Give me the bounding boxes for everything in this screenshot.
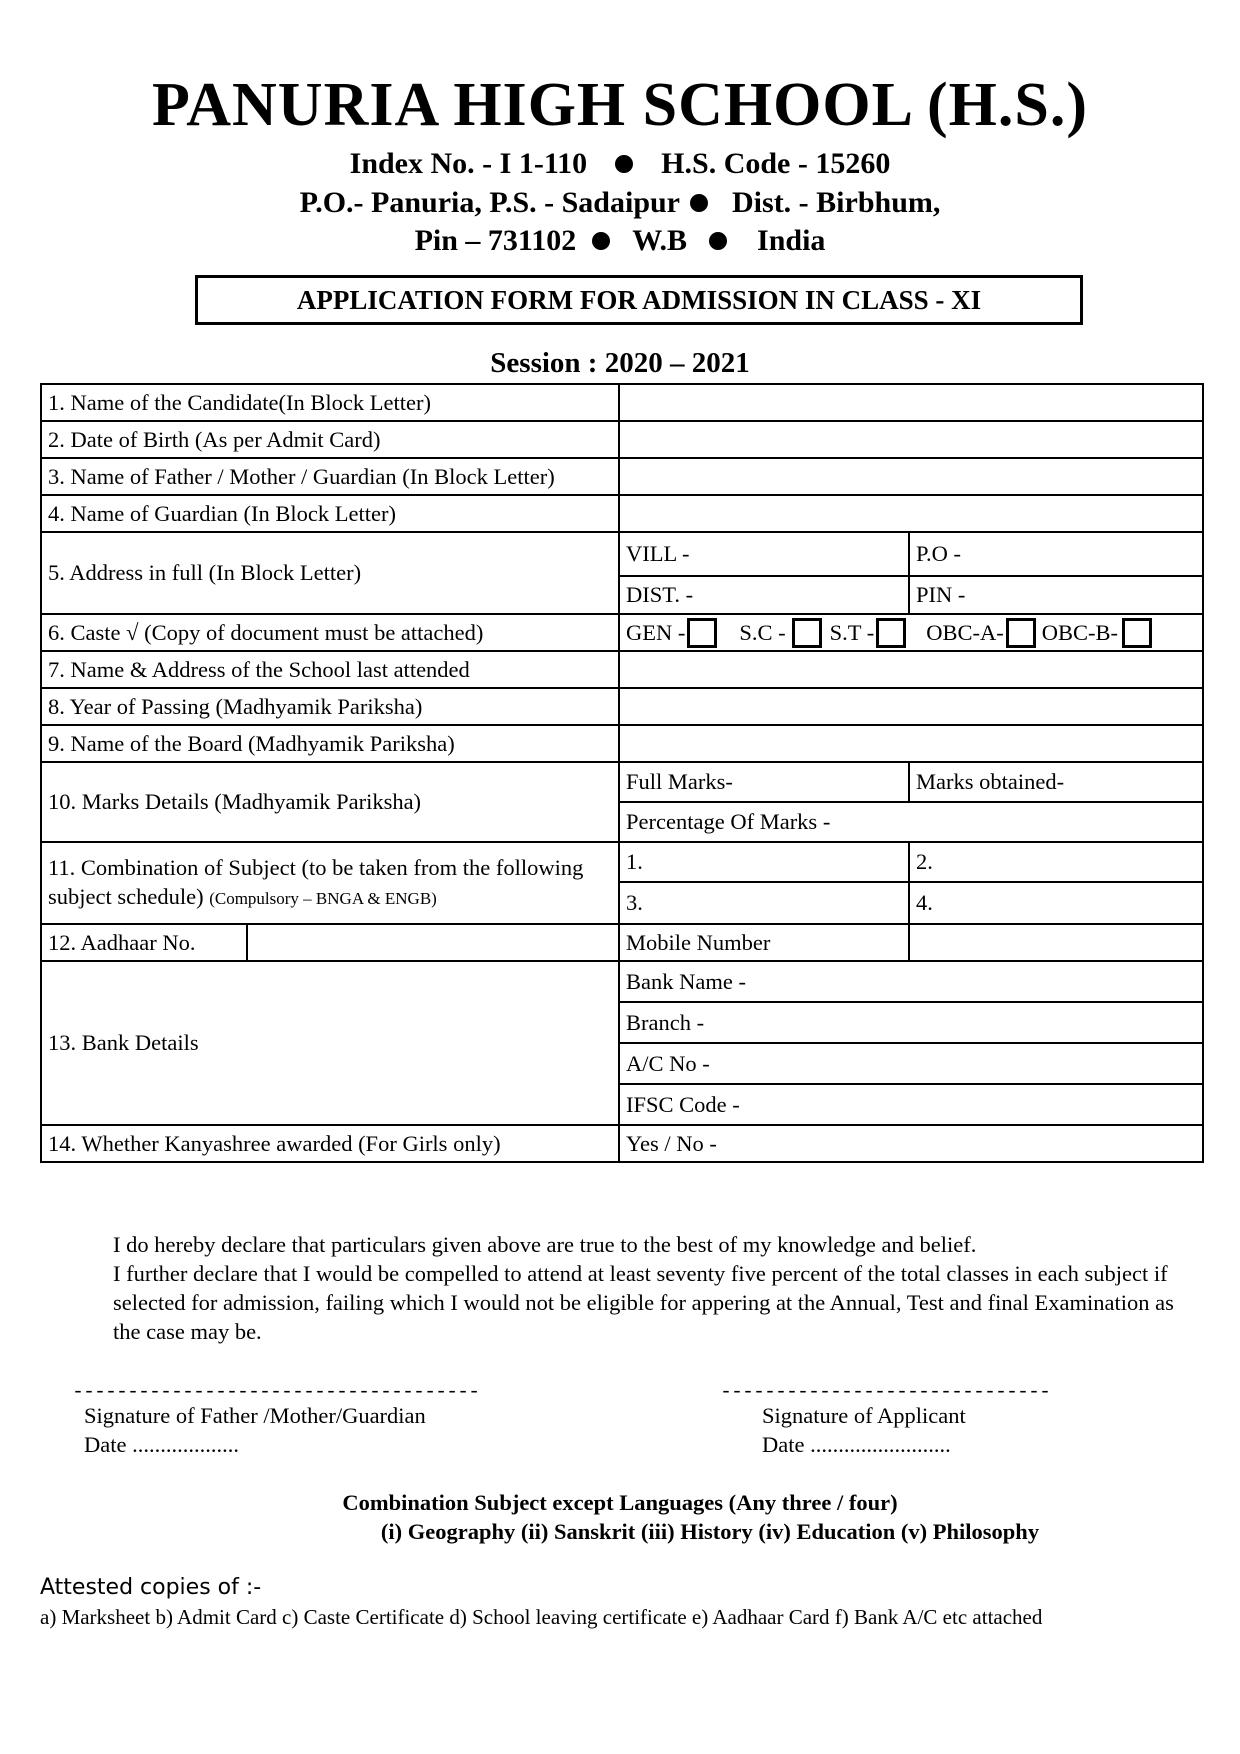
account-number-field[interactable]: A/C No - — [619, 1043, 1203, 1084]
caste-options — [619, 614, 1203, 651]
applicant-signature-block — [720, 1381, 1051, 1459]
table-row — [41, 614, 1203, 651]
subject-slot-1[interactable]: 1. — [619, 842, 909, 882]
pin-field[interactable]: PIN - — [909, 576, 1203, 614]
field-label-bank: 13. Bank Details — [41, 961, 619, 1125]
school-name: PANURIA HIGH SCHOOL (H.S.) — [151, 71, 1089, 139]
caste-checkbox-gen[interactable] — [687, 618, 717, 648]
guardian-date-label: Date ................... — [84, 1432, 239, 1457]
field-label-year-of-passing: 8. Year of Passing (Madhyamik Pariksha) — [41, 688, 619, 725]
table-row — [41, 842, 1203, 882]
field-label-board: 9. Name of the Board (Madhyamik Pariksha) — [41, 725, 619, 762]
caste-checkbox-obc-a[interactable] — [1006, 618, 1036, 648]
signature-line: ------------------------------------- — [72, 1381, 480, 1404]
attested-heading: Attested copies of :- — [40, 1575, 262, 1600]
table-row — [41, 688, 1203, 725]
full-marks-field[interactable]: Full Marks- — [619, 762, 909, 802]
candidate-name-field[interactable] — [619, 384, 1203, 421]
table-row — [41, 762, 1203, 802]
mobile-field[interactable] — [909, 924, 1203, 961]
combination-subjects — [0, 1488, 1240, 1546]
year-of-passing-field[interactable] — [619, 688, 1203, 725]
field-label-aadhaar: 12. Aadhaar No. — [41, 924, 247, 961]
applicant-signature-label: Signature of Applicant — [762, 1403, 966, 1428]
caste-checkbox-sc[interactable] — [792, 618, 822, 648]
guardian-name-field[interactable] — [619, 495, 1203, 532]
kanyashree-field[interactable]: Yes / No - — [619, 1125, 1203, 1162]
attested-list: a) Marksheet b) Admit Card c) Caste Certificate d) School leaving certificate e) Aadhaar Card f) Bank A/C etc attached — [40, 1605, 1043, 1629]
field-label-marks: 10. Marks Details (Madhyamik Pariksha) — [41, 762, 619, 842]
field-label-kanyashree: 14. Whether Kanyashree awarded (For Girls only) — [41, 1125, 619, 1162]
address-line-3 — [0, 224, 1240, 258]
post-office: P.O.- Panuria, P.S. - Sadaipur — [299, 186, 681, 219]
bullet-icon — [592, 232, 610, 250]
field-label-last-school: 7. Name & Address of the School last attended — [41, 651, 619, 688]
hs-code: H.S. Code - 15260 — [661, 147, 891, 180]
board-field[interactable] — [619, 725, 1203, 762]
state: W.B — [632, 224, 688, 257]
address-line-1 — [0, 147, 1240, 181]
caste-checkbox-obc-b[interactable] — [1122, 618, 1152, 648]
declaration — [113, 1230, 1193, 1346]
date-of-birth-field[interactable] — [619, 421, 1203, 458]
country: India — [757, 224, 826, 257]
table-row — [41, 1125, 1203, 1162]
field-label-caste: 6. Caste √ (Copy of document must be attached) — [41, 614, 619, 651]
declaration-line-2: I further declare that I would be compelled to attend at least seventy five percent of the total classes in each subject if selected for admission, failing which I would not be eligible for appering at the Annual, Test and final Examination as the case may be. — [113, 1261, 1174, 1344]
caste-label-obc-b: OBC-B- — [1041, 619, 1118, 645]
combination-heading: Combination Subject except Languages (Any three / four) — [342, 1490, 898, 1515]
signature-line: ------------------------------ — [720, 1381, 1051, 1404]
table-row — [41, 384, 1203, 421]
table-row — [41, 421, 1203, 458]
village-field[interactable]: VILL - — [619, 532, 909, 576]
pin-code: Pin – 731102 — [414, 224, 577, 257]
bank-name-field[interactable]: Bank Name - — [619, 961, 1203, 1002]
subject-slot-4[interactable]: 4. — [909, 882, 1203, 924]
combination-list: (i) Geography (ii) Sanskrit (iii) History (iv) Education (v) Philosophy — [380, 1519, 1040, 1544]
district: Dist. - Birbhum, — [732, 186, 941, 219]
guardian-signature-block — [72, 1381, 480, 1459]
post-office-field[interactable]: P.O - — [909, 532, 1203, 576]
guardian-signature-label: Signature of Father /Mother/Guardian — [84, 1403, 426, 1428]
caste-checkbox-st[interactable] — [876, 618, 906, 648]
bullet-icon — [709, 232, 727, 250]
branch-field[interactable]: Branch - — [619, 1002, 1203, 1043]
table-row — [41, 532, 1203, 576]
field-label-guardian-name: 4. Name of Guardian (In Block Letter) — [41, 495, 619, 532]
table-row — [41, 458, 1203, 495]
caste-label-gen: GEN - — [626, 619, 686, 645]
address-line-2 — [0, 186, 1240, 220]
subject-slot-3[interactable]: 3. — [619, 882, 909, 924]
bullet-icon — [690, 194, 708, 212]
compulsory-note: (Compulsory – BNGA & ENGB) — [209, 889, 437, 908]
session: Session : 2020 – 2021 — [490, 347, 750, 379]
table-row — [41, 924, 1203, 961]
field-label-date-of-birth: 2. Date of Birth (As per Admit Card) — [41, 421, 619, 458]
table-row — [41, 495, 1203, 532]
caste-label-obc-a: OBC-A- — [926, 619, 1004, 645]
form-title: APPLICATION FORM FOR ADMISSION IN CLASS - XI — [195, 275, 1083, 325]
index-number: Index No. - I 1-110 — [349, 147, 588, 180]
field-label-subject-combination — [41, 842, 619, 924]
marks-obtained-field[interactable]: Marks obtained- — [909, 762, 1203, 802]
table-row — [41, 725, 1203, 762]
field-label-parent-name: 3. Name of Father / Mother / Guardian (In Block Letter) — [41, 458, 619, 495]
aadhaar-field[interactable] — [247, 924, 619, 961]
field-label-mobile: Mobile Number — [619, 924, 909, 961]
bullet-icon — [615, 155, 633, 173]
application-form-table — [40, 383, 1204, 1163]
caste-label-st: S.T - — [829, 619, 875, 645]
parent-name-field[interactable] — [619, 458, 1203, 495]
percentage-field[interactable]: Percentage Of Marks - — [619, 802, 1203, 842]
caste-label-sc: S.C - — [739, 619, 786, 645]
field-label-candidate-name: 1. Name of the Candidate(In Block Letter) — [41, 384, 619, 421]
ifsc-field[interactable]: IFSC Code - — [619, 1084, 1203, 1125]
applicant-date-label: Date ......................... — [762, 1432, 951, 1457]
table-row — [41, 651, 1203, 688]
subject-combination-text: 11. Combination of Subject (to be taken from the following subject schedule) — [48, 855, 584, 909]
last-school-field[interactable] — [619, 651, 1203, 688]
declaration-line-1: I do hereby declare that particulars given above are true to the best of my knowledge and belief. — [113, 1232, 977, 1257]
district-field[interactable]: DIST. - — [619, 576, 909, 614]
subject-slot-2[interactable]: 2. — [909, 842, 1203, 882]
field-label-address: 5. Address in full (In Block Letter) — [41, 532, 619, 614]
table-row — [41, 961, 1203, 1002]
